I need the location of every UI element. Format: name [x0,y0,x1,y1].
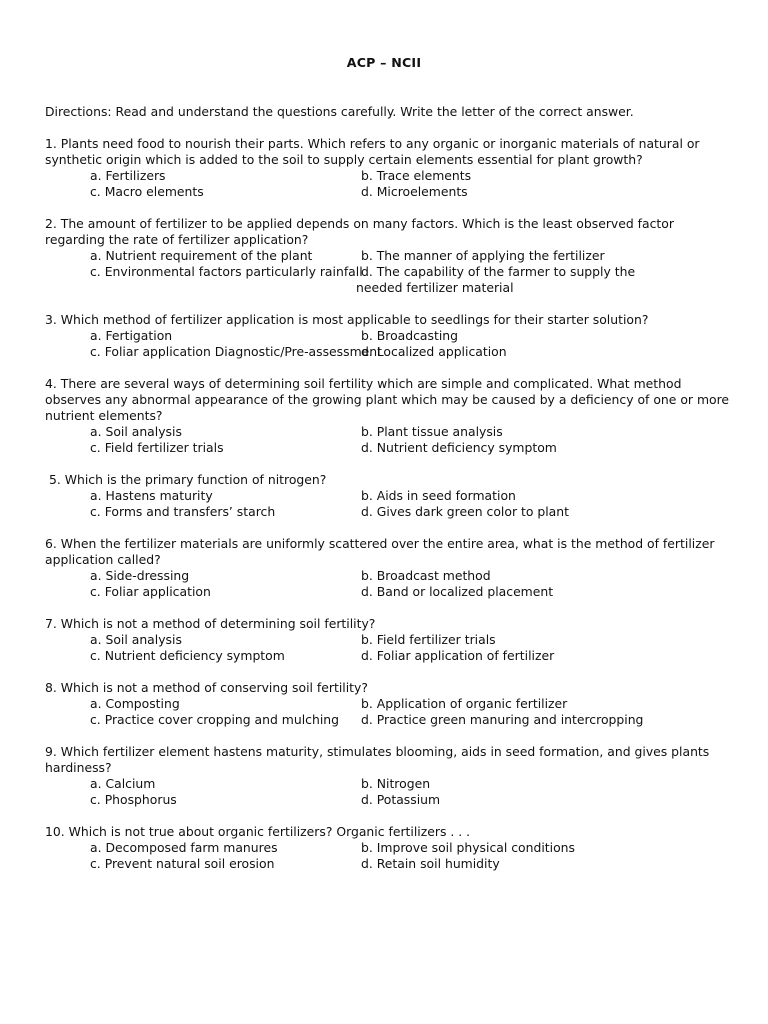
answer-options [45,696,735,728]
answer-options [45,488,735,520]
option-b: b. Nitrogen [361,776,431,791]
option-a: a. Fertilizers [90,168,166,183]
question-5 [45,472,735,520]
question-stem: 4. There are several ways of determining soil fertility which are simple and complicated. What method observes any abnormal appearance of the growing plant which may be caused by a deficiency of one or more nutrient elements? [45,376,734,423]
answer-options [45,632,735,664]
option-d-text: d. The capability of the farmer to supply the [361,264,636,279]
option-a: a. Calcium [90,776,156,791]
option-d: d. Nutrient deficiency symptom [361,440,557,455]
question-stem: 6. When the fertilizer materials are uniformly scattered over the entire area, what is the method of fertilizer application called? [45,536,719,567]
answer-options [45,168,735,200]
question-8 [45,680,735,728]
option-b: b. Broadcast method [361,568,491,583]
option-c: c. Foliar application Diagnostic/Pre-assessment [90,344,382,359]
question-stem: 9. Which fertilizer element hastens maturity, stimulates blooming, aids in seed formation, and gives plants hardiness? [45,744,714,775]
question-10 [45,824,735,872]
option-b: b. Improve soil physical conditions [361,840,575,855]
option-a: a. Hastens maturity [90,488,213,503]
option-d: d. Gives dark green color to plant [361,504,569,519]
option-b: b. The manner of applying the fertilizer [361,248,605,263]
question-6 [45,536,735,600]
option-c: c. Foliar application [90,584,211,599]
option-c: c. Phosphorus [90,792,177,807]
option-b: b. Broadcasting [361,328,458,343]
question-2 [45,216,735,296]
question-stem: 10. Which is not true about organic fertilizers? Organic fertilizers . . . [45,824,471,839]
option-a: a. Soil analysis [90,424,182,439]
option-a: a. Fertigation [90,328,173,343]
question-stem: 8. Which is not a method of conserving soil fertility? [45,680,368,695]
option-d: d. Practice green manuring and intercropping [361,712,644,727]
answer-options [45,840,735,872]
answer-options [45,776,735,808]
option-d [356,264,691,296]
option-a: a. Nutrient requirement of the plant [90,248,313,263]
question-stem: 5. Which is the primary function of nitrogen? [45,472,327,487]
question-1 [45,136,735,200]
option-c: c. Nutrient deficiency symptom [90,648,285,663]
question-stem: 1. Plants need food to nourish their parts. Which refers to any organic or inorganic materials of natural or synthetic origin which is added to the soil to supply certain elements essential for plant growth? [45,136,704,167]
option-c: c. Field fertilizer trials [90,440,224,455]
answer-options [45,248,735,296]
question-list [45,136,735,888]
option-b: b. Aids in seed formation [361,488,516,503]
option-d: d. Localized application [361,344,507,359]
answer-options [45,568,735,600]
option-d-continuation: needed fertilizer material [356,280,514,295]
question-stem: 2. The amount of fertilizer to be applied depends on many factors. Which is the least observed factor regarding the rate of fertilizer application? [45,216,678,247]
option-b: b. Plant tissue analysis [361,424,503,439]
question-7 [45,616,735,664]
question-stem: 3. Which method of fertilizer application is most applicable to seedlings for their starter solution? [45,312,649,327]
option-c: c. Practice cover cropping and mulching [90,712,339,727]
option-d: d. Potassium [361,792,441,807]
question-3 [45,312,735,360]
option-c: c. Prevent natural soil erosion [90,856,275,871]
option-d: d. Microelements [361,184,468,199]
document-title: ACP – NCII [346,55,422,70]
option-c: c. Macro elements [90,184,204,199]
option-b: b. Field fertilizer trials [361,632,496,647]
question-4 [45,376,735,456]
option-b: b. Application of organic fertilizer [361,696,568,711]
question-9 [45,744,735,808]
option-a: a. Side-dressing [90,568,190,583]
option-c: c. Forms and transfers’ starch [90,504,276,519]
directions-text: Directions: Read and understand the questions carefully. Write the letter of the correct answer. [45,104,634,119]
answer-options [45,328,735,360]
option-a: a. Decomposed farm manures [90,840,278,855]
answer-options [45,424,735,456]
option-d: d. Foliar application of fertilizer [361,648,555,663]
option-a: a. Composting [90,696,180,711]
option-c: c. Environmental factors particularly rainfall [90,264,363,279]
question-stem: 7. Which is not a method of determining soil fertility? [45,616,376,631]
option-d: d. Band or localized placement [361,584,554,599]
option-d: d. Retain soil humidity [361,856,500,871]
option-b: b. Trace elements [361,168,472,183]
option-a: a. Soil analysis [90,632,182,647]
